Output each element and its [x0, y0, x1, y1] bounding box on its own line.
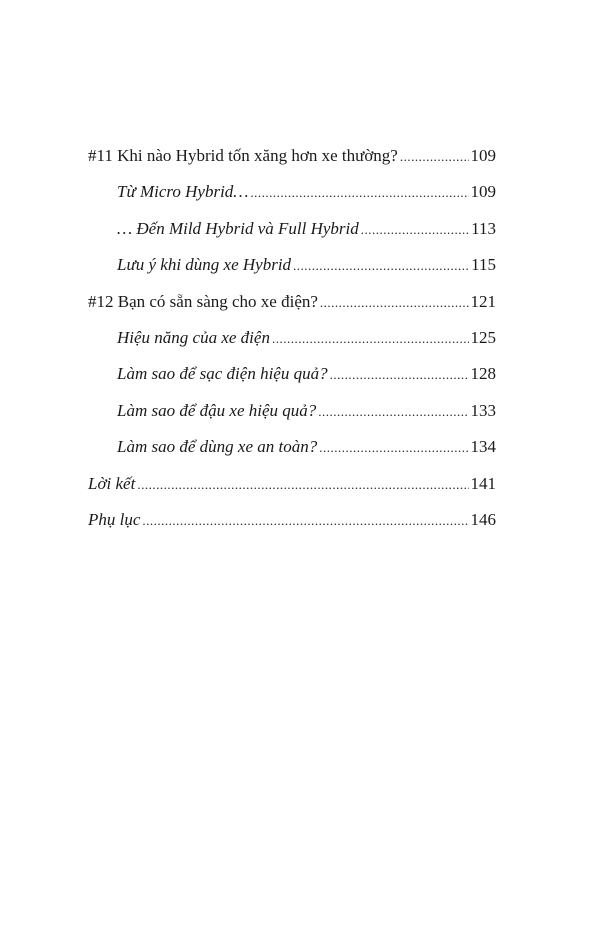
dot-leader	[320, 292, 469, 314]
toc-entry-chapter-11	[88, 145, 496, 181]
toc-entry-title: … Đến Mild Hybrid và Full Hybrid	[117, 218, 359, 238]
toc-entry-title: #12 Bạn có sẵn sàng cho xe điện?	[88, 291, 318, 311]
toc-page-number: 141	[470, 473, 496, 493]
toc-entry-title: Phụ lục	[88, 509, 141, 529]
toc-entry-micro-hybrid	[88, 181, 496, 217]
dot-leader	[330, 364, 469, 386]
toc-page-number: 109	[470, 182, 496, 202]
dot-leader	[250, 182, 468, 204]
toc-entry-title: Làm sao để dùng xe an toàn?	[117, 437, 318, 457]
toc-entry-chapter-12	[88, 291, 496, 327]
toc-entry-title: Làm sao để đậu xe hiệu quả?	[117, 400, 317, 420]
toc-page-number: 128	[470, 364, 496, 384]
dot-leader	[318, 401, 468, 423]
toc-entry-ev-performance	[88, 327, 496, 363]
toc-entry-title: Lời kết	[88, 473, 136, 493]
toc-entry-afterword	[88, 473, 496, 509]
toc-entry-title: Lưu ý khi dùng xe Hybrid	[117, 255, 292, 275]
dot-leader	[137, 474, 468, 496]
toc-entry-title: Hiệu năng của xe điện	[117, 327, 270, 347]
dot-leader	[272, 328, 469, 350]
dot-leader	[319, 437, 468, 459]
toc-entry-mild-full-hybrid	[88, 218, 496, 254]
toc-entry-parking	[88, 400, 496, 436]
toc-page-number: 133	[470, 400, 496, 420]
toc-entry-hybrid-notes	[88, 254, 496, 290]
toc-entry-appendix	[88, 509, 496, 545]
dot-leader	[293, 255, 469, 277]
toc-page-number: 125	[470, 327, 496, 347]
toc-page-number: 115	[471, 255, 496, 275]
dot-leader	[400, 146, 469, 168]
toc-entry-safety	[88, 436, 496, 472]
toc-page-number: 113	[471, 218, 496, 238]
toc-entry-title: Làm sao để sạc điện hiệu quả?	[117, 364, 328, 384]
toc-entry-charging	[88, 363, 496, 399]
toc-page-number: 109	[470, 146, 496, 165]
toc-page-number: 121	[470, 291, 496, 311]
toc-entry-title: Từ Micro Hybrid…	[117, 182, 249, 202]
table-of-contents	[88, 145, 496, 545]
toc-page-number: 134	[470, 437, 496, 457]
toc-entry-title: #11 Khi nào Hybrid tốn xăng hơn xe thường?	[88, 146, 398, 165]
dot-leader	[142, 510, 468, 532]
toc-page-number: 146	[470, 509, 496, 529]
dot-leader	[361, 219, 469, 241]
